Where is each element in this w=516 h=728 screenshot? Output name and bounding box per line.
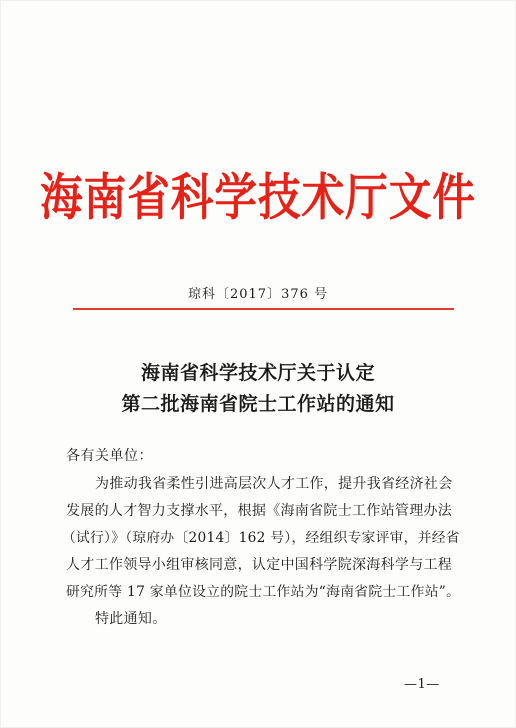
body-paragraph-line: （试行）》（琼府办〔2014〕162 号），经组织专家评审，并经省: [62, 530, 460, 546]
body-paragraph-line: 为推动我省柔性引进高层次人才工作，提升我省经济社会: [95, 476, 453, 492]
body-paragraph-line: 人才工作领导小组审核同意，认定中国科学院深海科学与工程: [66, 557, 453, 573]
subject-line-2: 第二批海南省院士工作站的通知: [121, 393, 395, 415]
document-number: 琼科〔2017〕376 号: [187, 287, 329, 302]
page-number: —1—: [404, 677, 440, 692]
addressee: 各有关单位：: [66, 448, 153, 464]
document-header-title: 海南省科学技术厅文件: [40, 168, 476, 228]
closing-line: 特此通知。: [95, 611, 167, 627]
body-paragraph-line: 发展的人才智力支撑水平，根据《海南省院士工作站管理办法: [66, 503, 453, 519]
body-paragraph-line: 研究所等 17 家单位设立的院士工作站为“海南省院士工作站”。: [66, 584, 461, 600]
subject-line-1: 海南省科学技术厅关于认定: [140, 362, 375, 384]
red-divider-rule: [73, 308, 454, 310]
